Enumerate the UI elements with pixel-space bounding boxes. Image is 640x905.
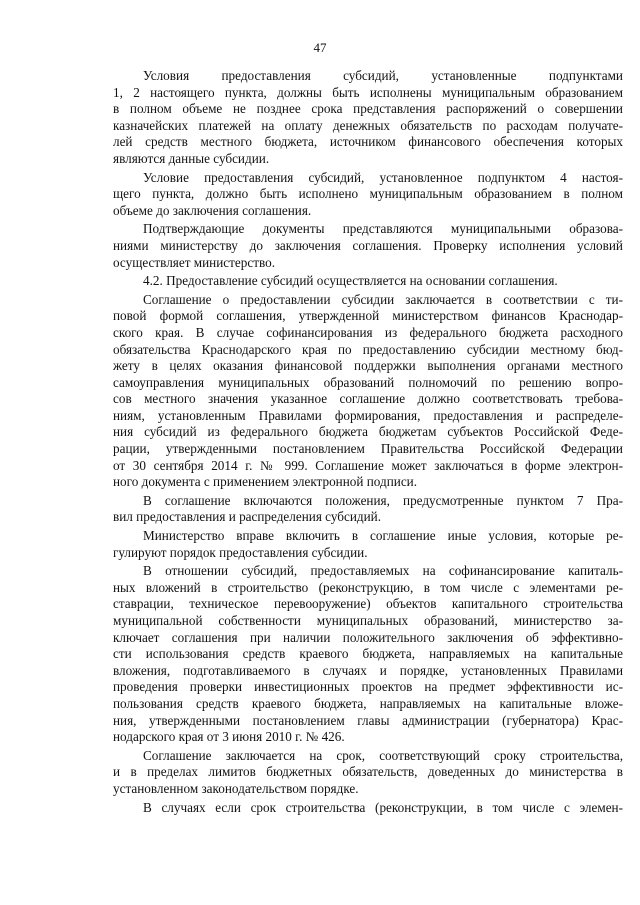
text-line: В случаях если срок строительства (реконструкции, в том числе с элемен- [143,799,623,815]
text-line: вложения, подготавливаемого в случаях и порядке, установленных Правилами [113,662,623,678]
text-line: ниями министерству до заключения соглашения. Проверку исполнения условий [113,237,623,253]
text-line: 1, 2 настоящего пункта, должны быть исполнены муниципальным образованием [113,84,623,100]
text-line: казначейских платежей на оплату денежных обязательств по расходам получате- [113,117,623,133]
text-line: вил предоставления и распределения субсидий. [113,509,382,525]
text-line: установленном законодательством порядке. [113,780,359,796]
paragraph [113,748,623,798]
text-line: сов местного значения указанное соглашение должно соответствовать требова- [113,391,623,407]
document-body [113,68,623,816]
text-line: муниципальной собственности муниципальных образований, министерство за- [113,613,623,628]
text-line: проведения проверки инвестиционных проектов на предмет эффективности ис- [113,679,623,695]
text-line: рации, утвержденными постановлением Правительства Российской Федерации [113,441,623,457]
paragraph [113,800,623,817]
text-line: обязательства Краснодарского края по предоставлению субсидии местному бюд- [113,341,623,357]
text-line: от 30 сентября 2014 г. № 999. Соглашение может заключаться в форме электрон- [113,457,623,473]
text-line: гулируют порядок предоставления субсидии. [113,544,368,560]
text-line: Условие предоставления субсидий, установленное подпунктом 4 настоя- [143,169,623,185]
text-line: Соглашение заключается на срок, соответствующий сроку строительства, [143,747,623,763]
text-line: ского края. В случае софинансирования из федерального бюджета расходного [113,324,623,340]
text-line: ных вложений в строительство (реконструкцию, в том числе с элементами ре- [113,579,623,595]
paragraph [113,292,623,491]
text-line: В соглашение включаются положения, предусмотренные пунктом 7 Пра- [143,492,623,508]
paragraph [113,273,623,290]
text-line: лей средств местного бюджета, источником финансового обеспечения которых [113,134,623,150]
text-line: Министерство вправе включить в соглашение иные условия, которые ре- [143,528,623,544]
text-line: в полном объеме не позднее срока представления распоряжений о совершении [113,101,623,117]
text-line: повой формой соглашения, утвержденной министерством финансов Краснодар- [113,308,623,324]
text-line: ного документа с применением электронной подписи. [113,474,418,490]
paragraph [113,528,623,561]
text-line: жету в целях оказания финансовой поддержки выполнения органами местного [113,358,623,374]
paragraph [113,563,623,746]
text-line: объеме до заключения соглашения. [113,202,312,218]
text-line: являются данные субсидии. [113,150,270,166]
text-line: нодарского края от 3 июня 2010 г. № 426. [113,729,345,745]
text-line: Подтверждающие документы представляются муниципальными образова- [143,221,623,237]
text-line: Условия предоставления субсидий, установленные подпунктами [143,68,623,83]
paragraph [113,493,623,526]
text-line: В отношении субсидий, предоставляемых на софинансирование капиталь- [143,563,623,579]
paragraph [113,170,623,220]
text-line: сти использования средств краевого бюджета, направляемых на капитальные [113,646,623,662]
text-line: самоуправления муниципальных образований полномочий по решению вопро- [113,374,623,390]
text-line: ставрации, техническое перевооружение) объектов капитального строительства [113,596,623,612]
text-line: и в пределах лимитов бюджетных обязательств, доведенных до министерства в [113,764,623,780]
text-line: Соглашение о предоставлении субсидии заключается в соответствии с ти- [143,291,623,307]
text-line: 4.2. Предоставление субсидий осуществляется на основании соглашения. [143,273,558,289]
text-line: пользования средств краевого бюджета, направляемых на капитальные вложе- [113,695,623,711]
page-number: 47 [313,40,327,55]
text-line: ния, утвержденными постановлением главы администрации (губернатора) Крас- [113,712,623,728]
paragraph [113,68,623,168]
text-line: ниям, установленным Правилами формирования, предоставления и распределе- [113,407,623,423]
text-line: ния субсидий из федерального бюджета бюджетам субъектов Российской Феде- [113,424,623,440]
text-line: осуществляет министерство. [113,254,275,270]
text-line: ключает соглашения при наличии положительного заключения об эффективно- [113,629,623,645]
text-line: щего пункта, должно быть исполнено муниципальным образованием в полном [113,186,623,202]
paragraph [113,221,623,271]
